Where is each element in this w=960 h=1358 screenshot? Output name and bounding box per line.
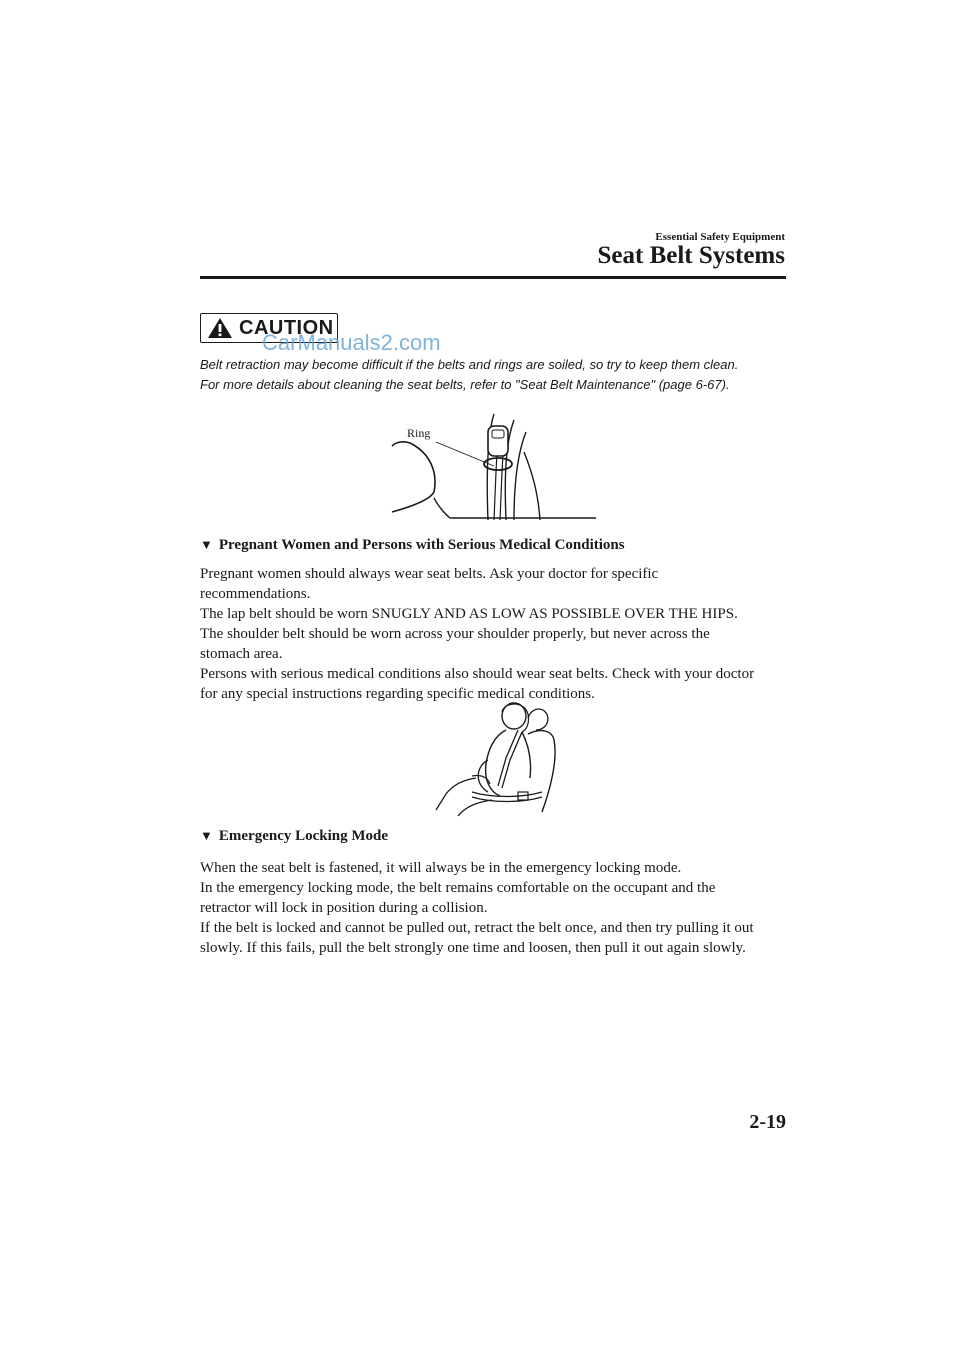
body-line: for any special instructions regarding specific medical conditions. — [200, 686, 595, 702]
header-section-label: Essential Safety Equipment — [655, 231, 785, 243]
section-body-pregnant — [200, 564, 790, 704]
section-heading-emergency-locking — [200, 828, 388, 845]
triangle-down-icon: ▼ — [200, 537, 213, 552]
page-number: 2-19 — [749, 1111, 786, 1133]
caution-line: Belt retraction may become difficult if the belts and rings are soiled, so try to keep them clean. — [200, 357, 739, 372]
section-heading-text: Pregnant Women and Persons with Serious Medical Conditions — [218, 537, 625, 553]
body-line: recommendations. — [200, 586, 311, 602]
body-line: Pregnant women should always wear seat belts. Ask your doctor for specific — [200, 566, 659, 582]
caution-label: CAUTION — [239, 316, 334, 339]
warning-triangle-icon — [207, 317, 233, 339]
body-line: In the emergency locking mode, the belt remains comfortable on the occupant and the — [200, 880, 716, 896]
caution-line: For more details about cleaning the seat belts, refer to "Seat Belt Maintenance" (page 6-67). — [200, 377, 730, 392]
body-line: The shoulder belt should be worn across your shoulder properly, but never across the — [200, 626, 710, 642]
body-line: retractor will lock in position during a collision. — [200, 900, 488, 916]
ring-label: Ring — [407, 426, 431, 440]
body-line: slowly. If this fails, pull the belt strongly one time and loosen, then pull it out again slowly. — [200, 940, 746, 956]
section-heading-text: Emergency Locking Mode — [218, 828, 389, 844]
triangle-down-icon: ▼ — [200, 828, 213, 843]
body-line: The lap belt should be worn SNUGLY AND AS LOW AS POSSIBLE OVER THE HIPS. — [200, 606, 738, 622]
section-body-emergency-locking — [200, 858, 790, 958]
caution-body — [200, 355, 800, 395]
body-line: If the belt is locked and cannot be pulled out, retract the belt once, and then try pulling it out — [200, 920, 754, 936]
watermark[interactable]: CarManuals2.com — [262, 330, 441, 355]
section-heading-pregnant — [200, 537, 625, 554]
page-title: Seat Belt Systems — [597, 242, 785, 269]
header-divider — [200, 276, 786, 279]
body-line: Persons with serious medical conditions also should wear seat belts. Check with your doctor — [200, 666, 755, 682]
pregnant-woman-illustration — [432, 700, 582, 823]
ring-illustration — [390, 412, 600, 527]
body-line: When the seat belt is fastened, it will always be in the emergency locking mode. — [200, 860, 682, 876]
body-line: stomach area. — [200, 646, 283, 662]
